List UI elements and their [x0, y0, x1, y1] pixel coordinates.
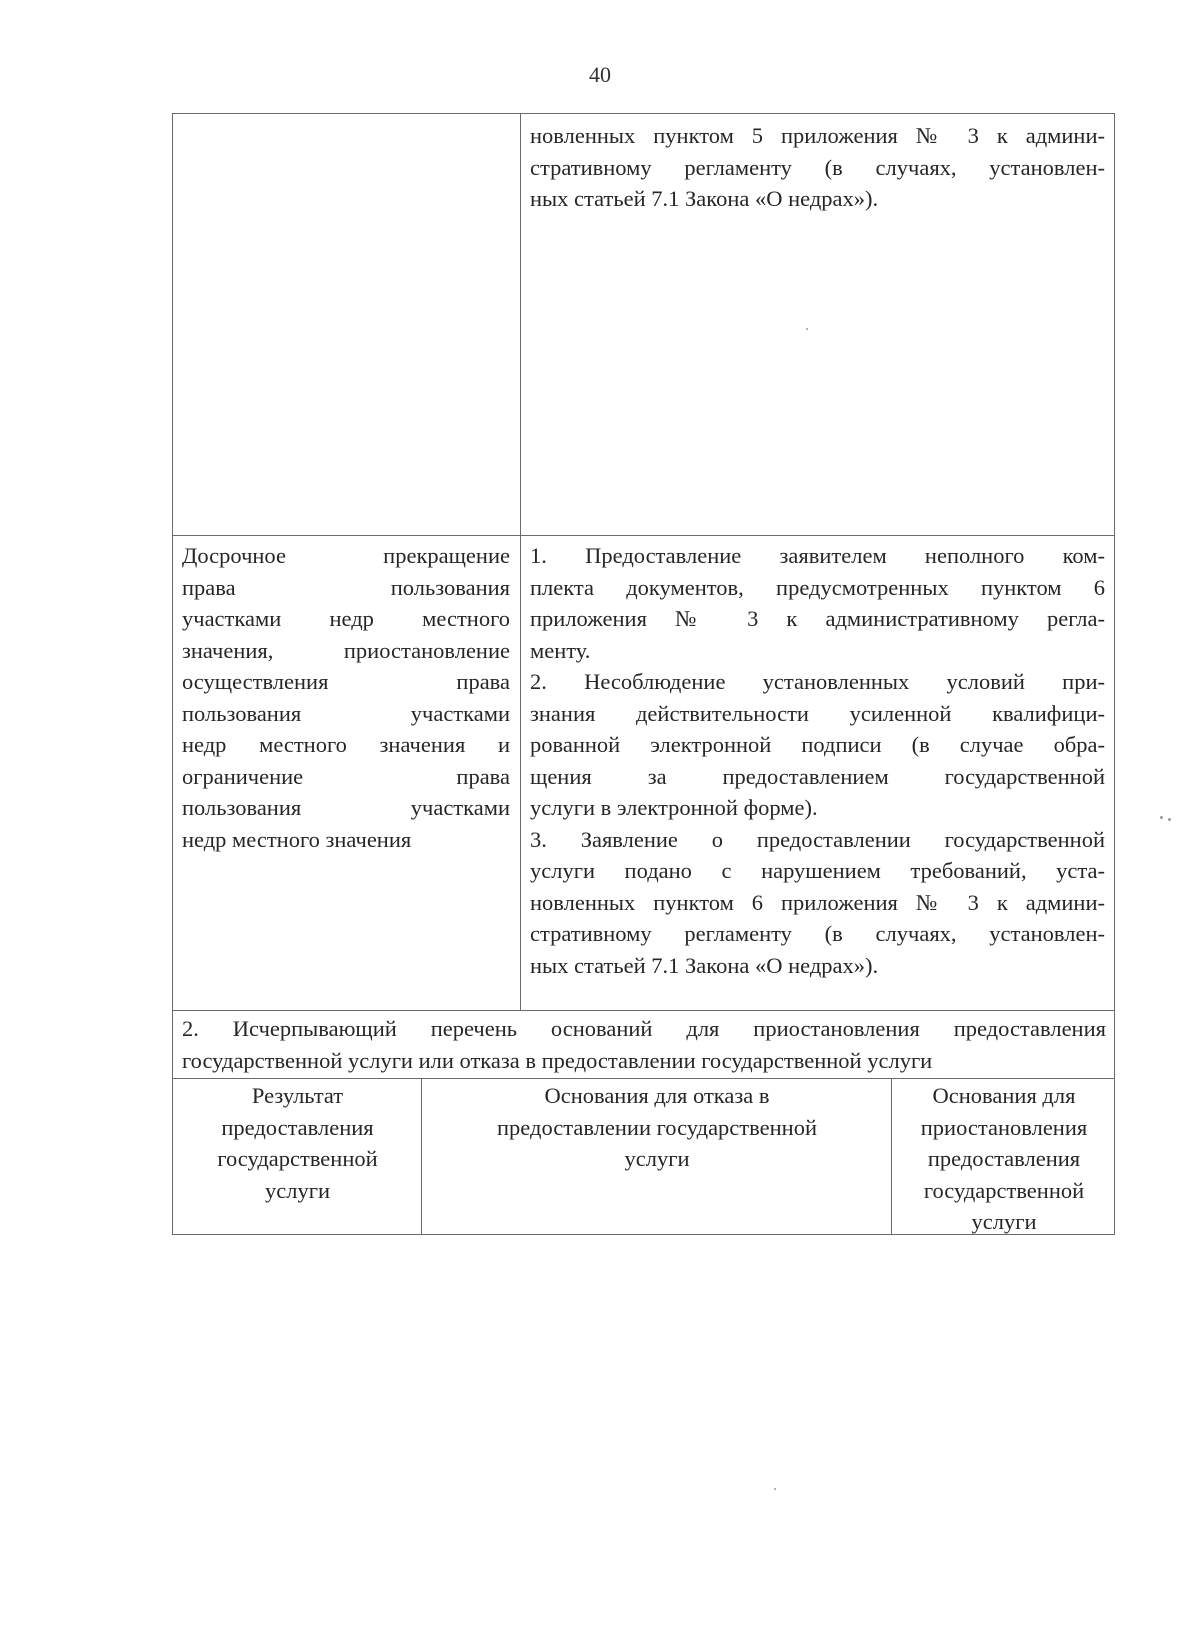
text-line: государственной [217, 1146, 378, 1171]
scan-speck [1168, 818, 1171, 821]
page-number: 40 [589, 62, 611, 87]
text-line: государственной услуги или отказа в предоставлении государственной услуги [182, 1047, 933, 1073]
row2-left-cell [182, 540, 510, 855]
text-line: Досрочное прекращение [182, 543, 510, 568]
text-line: щения за предоставлением государственной [530, 763, 1105, 789]
text-line: новленных пунктом 6 приложения № 3 к админи- [530, 889, 1105, 915]
results-table-divider-2 [891, 1078, 892, 1235]
text-line: 3. Заявление о предоставлении государственной [530, 826, 1105, 852]
text-line: менту. [530, 637, 591, 663]
text-line: 2. Исчерпывающий перечень оснований для приостановления предоставления [182, 1016, 1106, 1041]
column-header-refusal-grounds [423, 1080, 891, 1175]
text-line: 2. Несоблюдение установленных условий при- [530, 669, 1105, 694]
text-line: ных статьей 7.1 Закона «О недрах»). [530, 952, 879, 978]
text-line: ных статьей 7.1 Закона «О недрах»). [530, 186, 879, 211]
text-line: пользования участками [182, 700, 510, 726]
text-line: рованной электронной подписи (в случае обра- [530, 732, 1105, 757]
grounds-table-row-divider [172, 535, 1115, 536]
text-line: государственной [923, 1177, 1085, 1203]
text-line: Основания для отказа в [544, 1083, 770, 1108]
scan-speck [1160, 816, 1163, 819]
text-line: Результат [251, 1083, 344, 1108]
results-table-divider-1 [421, 1078, 422, 1235]
text-line: недр местного значения и [182, 732, 510, 757]
text-line: услуги [624, 1146, 690, 1171]
text-line: осуществления права [182, 669, 510, 694]
text-line: пользования участками [182, 795, 510, 820]
text-line: значения, приостановление [182, 637, 510, 663]
text-line: участками недр местного [182, 606, 510, 631]
column-header-result [174, 1080, 421, 1206]
text-line: предоставления [221, 1114, 374, 1140]
grounds-table-column-divider [520, 113, 521, 1011]
scan-speck [774, 1488, 776, 1490]
text-line: 1. Предоставление заявителем неполного ком- [530, 543, 1105, 568]
text-line: Основания для [932, 1083, 1076, 1108]
text-line: стративному регламенту (в случаях, установлен- [530, 154, 1105, 180]
text-line: услуги подано с нарушением требований, уста- [530, 858, 1105, 883]
text-line: приостановления [920, 1114, 1088, 1140]
row2-right-cell [530, 540, 1105, 981]
text-line: приложения № 3 к административному регла- [530, 606, 1105, 631]
text-line: плекта документов, предусмотренных пунктом 6 [530, 574, 1105, 600]
text-line: услуги в электронной форме). [530, 795, 818, 820]
text-line: услуги [265, 1177, 330, 1203]
column-header-suspension-grounds [893, 1080, 1115, 1238]
text-line: новленных пунктом 5 приложения № 3 к админи- [530, 123, 1105, 148]
text-line: права пользования [182, 574, 510, 600]
text-line: недр местного значения [182, 826, 412, 852]
text-line: предоставлении государственной [497, 1114, 817, 1140]
text-line: знания действительности усиленной квалифици- [530, 700, 1105, 726]
text-line: услуги [971, 1209, 1037, 1234]
text-line: стративному регламенту (в случаях, установлен- [530, 921, 1105, 946]
text-line: предоставления [927, 1146, 1081, 1171]
text-line: ограничение права [182, 763, 510, 789]
scan-speck [806, 328, 808, 330]
row1-right-cell [530, 120, 1105, 215]
section2-heading [182, 1013, 1106, 1076]
